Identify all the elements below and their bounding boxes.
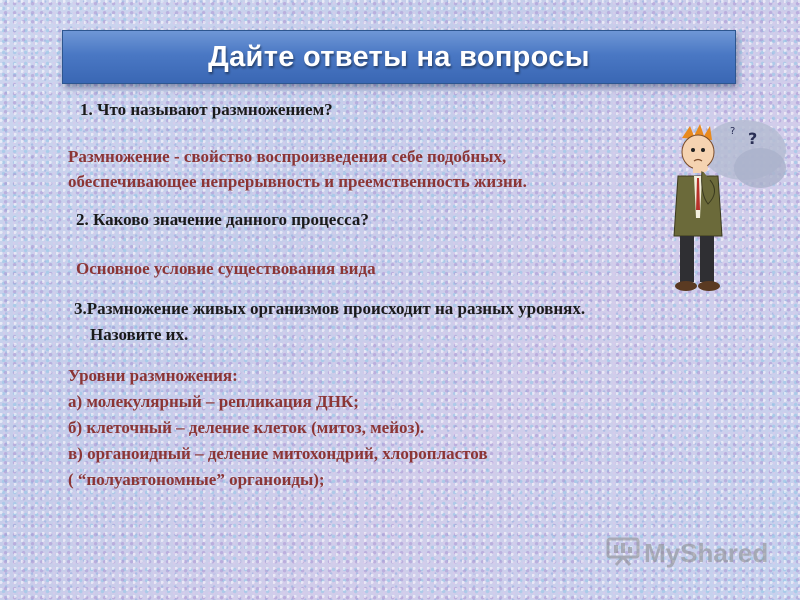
answer-3	[68, 363, 488, 493]
presentation-board-icon	[606, 536, 640, 571]
myshared-watermark	[606, 536, 768, 571]
answer-3-line: а) молекулярный – репликация ДНК;	[68, 392, 359, 411]
question-3	[74, 296, 585, 348]
question-3-line: Назовите их.	[90, 325, 189, 344]
question-3-line: 3.Размножение живых организмов происходит на разных уровнях.	[74, 299, 586, 318]
answer-3-line: в) органоидный – деление митохондрий, хлоропластов	[68, 444, 488, 463]
svg-text:?: ?	[748, 129, 758, 148]
answer-3-line: Уровни размножения:	[68, 366, 238, 385]
slide-title: Дайте ответы на вопросы	[208, 40, 590, 73]
answer-1-line: Размножение - свойство воспроизведения себе подобных,	[68, 147, 507, 166]
answer-1	[68, 144, 527, 194]
watermark-text: MyShared	[644, 538, 769, 568]
slide-title-bar	[62, 30, 736, 84]
answer-2: Основное условие существования вида	[76, 259, 376, 278]
answer-1-line: обеспечивающее непрерывность и преемственность жизни.	[68, 172, 527, 191]
question-2: 2. Каково значение данного процесса?	[76, 210, 369, 229]
thinking-boy-icon	[660, 118, 790, 298]
question-1: 1. Что называют размножением?	[80, 100, 333, 119]
svg-text:?: ?	[730, 126, 736, 137]
answer-3-line: б) клеточный – деление клеток (митоз, мейоз).	[68, 418, 425, 437]
answer-3-line: ( “полуавтономные” органоиды);	[68, 470, 325, 489]
